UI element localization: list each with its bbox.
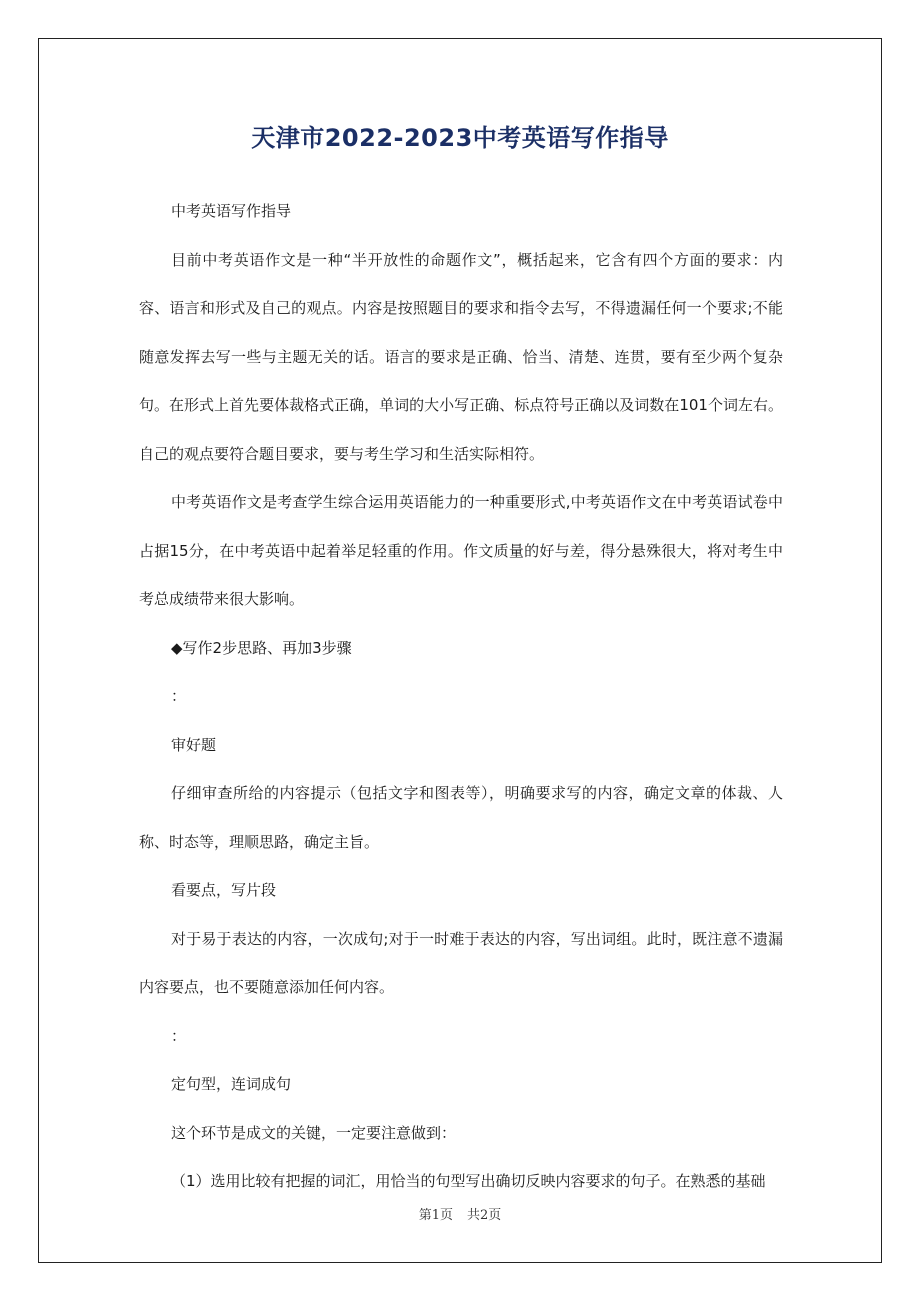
paragraph-colon: ： [171,687,187,705]
paragraph-review-detail: 仔细审查所给的内容提示（包括文字和图表等），明确要求写的内容，确定文章的体裁、人称、时态等，理顺思路，确定主旨。 [139,784,783,851]
paragraph-keypoints-detail: 对于易于表达的内容，一次成句;对于一时难于表达的内容，写出词组。此时，既注意不遗漏内容要点，也不要随意添加任何内容。 [139,929,783,996]
document-title: 天津市2022-2023中考英语写作指导 [251,124,669,152]
page-total: 共2页 [467,1208,502,1223]
paragraph-step-keypoints: 看要点，写片段 [171,881,277,899]
page-number: 第1页 [418,1208,453,1223]
paragraph-importance: 中考英语作文是考查学生综合运用英语能力的一种重要形式,中考英语作文在中考英语试卷中占据15分，在中考英语中起着举足轻重的作用。作文质量的好与差，得分悬殊很大，将对考生中考总成绩带来很大影响。 [139,493,783,608]
document-body [139,187,783,1206]
paragraph-colon: ： [171,1026,187,1045]
paragraph-sentence-intro: 这个环节是成文的关键，一定要注意做到： [171,1123,457,1142]
paragraph-requirements: 目前中考英语作文是一种“半开放性的命题作文”，概括起来，它含有四个方面的要求：内容、语言和形式及自己的观点。内容是按照题目的要求和指令去写，不得遗漏任何一个要求;不能随意发挥去写一些与主题无关的话。语言的要求是正确、恰当、清楚、连贯，要有至少两个复杂句。在形式上首先要体裁格式正确，单词的大小写正确、标点符号正确以及词数在101个词左右。自己的观点要符合题目要求，要与考生学习和生活实际相符。 [139,250,783,463]
paragraph-sentence-point-1: （1）选用比较有把握的词汇，用恰当的句型写出确切反映内容要求的句子。在熟悉的基础 [171,1172,766,1190]
paragraph-subtitle: 中考英语写作指导 [171,202,292,220]
page-footer [0,1206,920,1226]
paragraph-step-sentence: 定句型，连词成句 [171,1075,292,1093]
paragraph-steps-heading: ◆写作2步思路、再加3步骤 [171,638,352,657]
paragraph-step-review: 审好题 [171,735,217,754]
